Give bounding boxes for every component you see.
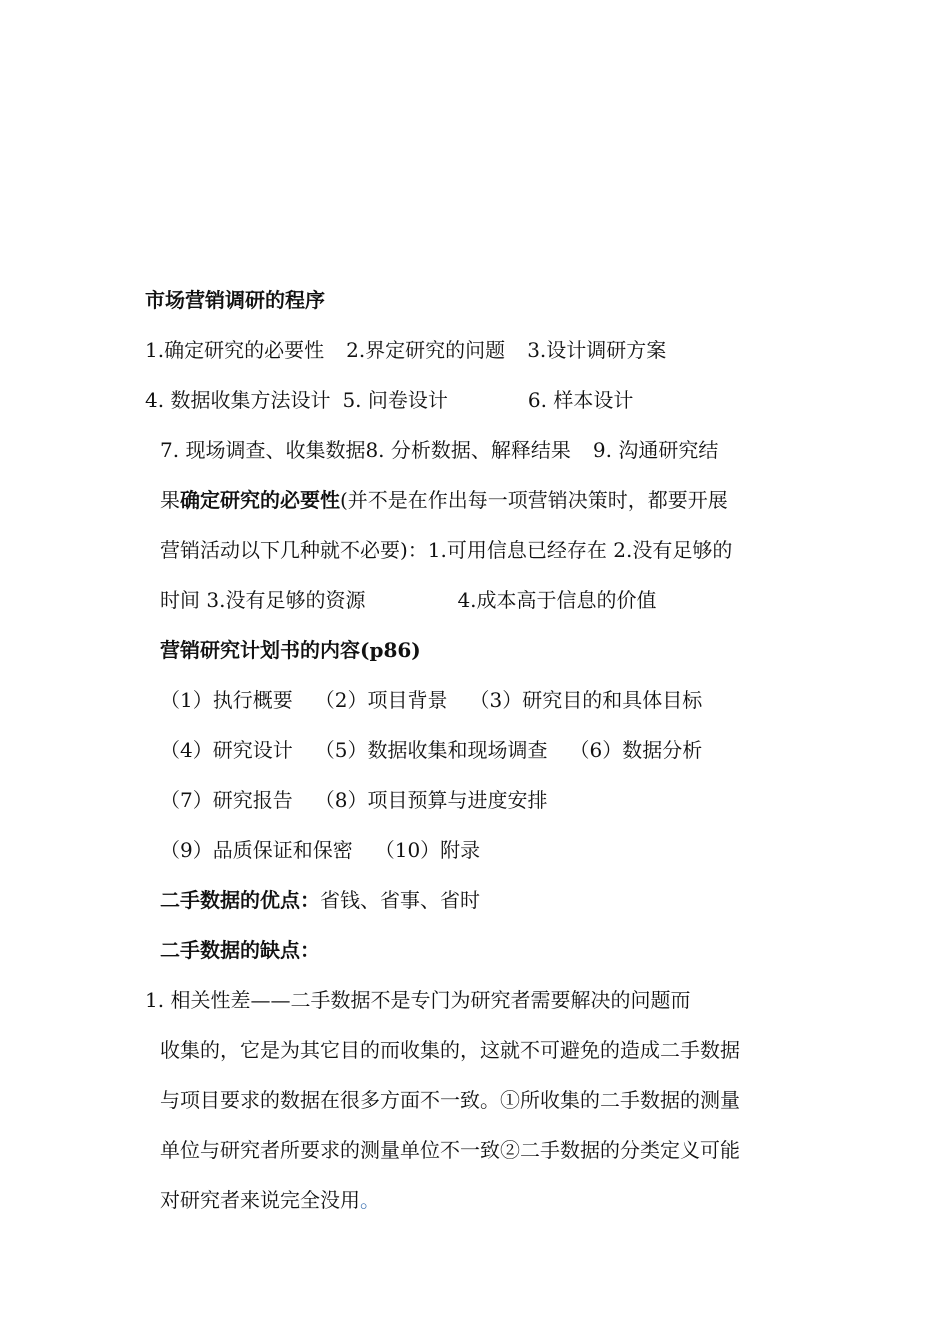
step-3: 3.设计调研方案 [527, 338, 667, 362]
plan-row-2 [160, 737, 702, 763]
cons-label: 二手数据的缺点： [160, 938, 320, 962]
necessity-line-2: 营销活动以下几种就不必要)：1.可用信息已经存在 2.没有足够的 [160, 538, 733, 562]
step-5: 5. 问卷设计 [342, 388, 448, 412]
necessity-text-1: (并不是在作出每一项营销决策时，都要开展 [340, 488, 728, 512]
necessity-text-3b: 4.成本高于信息的价值 [457, 588, 657, 612]
cons-period: 。 [360, 1188, 380, 1212]
necessity-heading: 确定研究的必要性 [180, 488, 340, 512]
step-1: 1.确定研究的必要性 [145, 338, 325, 362]
plan-item-1: （1）执行概要 [160, 688, 293, 712]
cons-line-1: 1. 相关性差——二手数据不是专门为研究者需要解决的问题而 [145, 988, 691, 1012]
secondary-pros [160, 887, 480, 913]
step-6: 6. 样本设计 [527, 388, 634, 412]
cons-line-2: 收集的，它是为其它目的而收集的，这就不可避免的造成二手数据 [160, 1038, 740, 1062]
cons-text-5: 对研究者来说完全没用 [160, 1188, 360, 1212]
plan-item-9: （9）品质保证和保密 [160, 838, 353, 862]
step-8: 8. 分析数据、解释结果 [365, 438, 571, 462]
plan-item-5: （5）数据收集和现场调查 [314, 738, 548, 762]
plan-row-1 [160, 687, 702, 713]
pros-label: 二手数据的优点： [160, 888, 320, 912]
plan-item-10: （10）附录 [374, 838, 481, 862]
cons-line-5 [160, 1187, 380, 1213]
necessity-line-3 [160, 587, 657, 613]
necessity-text-3a: 时间 3.没有足够的资源 [160, 588, 366, 612]
necessity-line-1 [160, 487, 728, 513]
step-2: 2.界定研究的问题 [346, 338, 506, 362]
plan-item-6: （6）数据分析 [569, 738, 703, 762]
step-9: 9. 沟通研究结 [592, 438, 719, 462]
plan-item-2: （2）项目背景 [314, 688, 448, 712]
step-4: 4. 数据收集方法设计 [145, 388, 331, 412]
plan-item-8: （8）项目预算与进度安排 [314, 788, 548, 812]
pros-text: 省钱、省事、省时 [320, 888, 480, 912]
sequence-line-3 [160, 437, 718, 463]
sequence-line-1 [145, 337, 666, 363]
plan-item-7: （7）研究报告 [160, 788, 293, 812]
plan-item-4: （4）研究设计 [160, 738, 293, 762]
cons-line-4: 单位与研究者所要求的测量单位不一致②二手数据的分类定义可能 [160, 1138, 740, 1162]
step-9-tail: 果 [160, 488, 180, 512]
plan-row-3 [160, 787, 547, 813]
plan-row-4 [160, 837, 480, 863]
plan-heading: 营销研究计划书的内容(p86) [160, 638, 421, 662]
sequence-heading: 市场营销调研的程序 [145, 288, 325, 312]
cons-line-3: 与项目要求的数据在很多方面不一致。①所收集的二手数据的测量 [160, 1088, 740, 1112]
sequence-line-2 [145, 387, 633, 413]
step-7: 7. 现场调查、收集数据 [160, 438, 366, 462]
plan-item-3: （3）研究目的和具体目标 [469, 688, 703, 712]
